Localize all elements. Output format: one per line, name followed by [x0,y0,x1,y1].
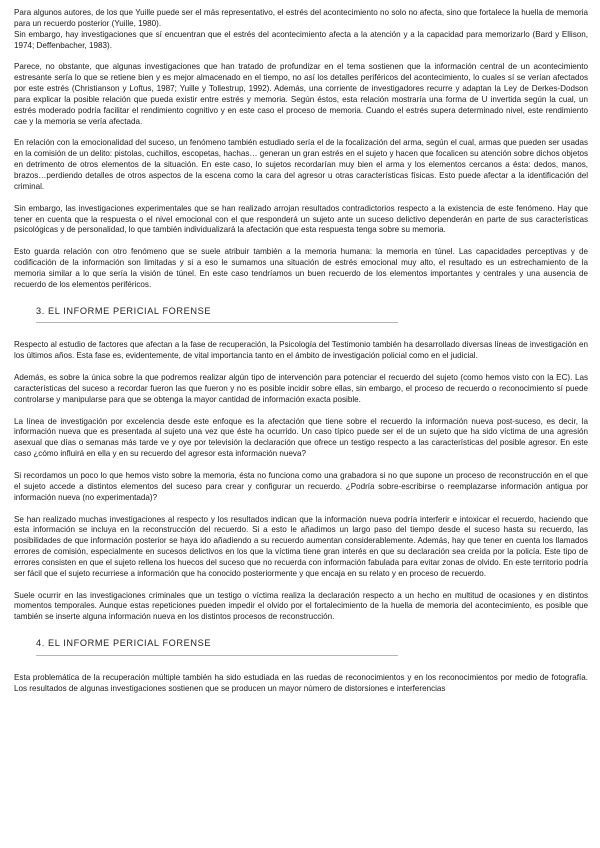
paragraph: Sin embargo, hay investigaciones que sí encuentran que el estrés del acontecimiento afecta a la atención y a la capacidad para memorizarlo (Bard y Ellison, 1974; Deffenbacher, 1983). [14,29,588,50]
paragraph: Esta problemática de la recuperación múltiple también ha sido estudiada en las ruedas de reconocimientos y en los reconocimientos por medio de fotografía. Los resultados de algunas investigaciones sostienen que se producen un mayor número de distorsiones e interferencias [14,672,588,693]
paragraph: Se han realizado muchas investigaciones al respecto y los resultados indican que la información nueva podría interferir e intoxicar el recuerdo, haciendo que esta información se incluya en la reconstrucción del recuerdo. Si a esto le añadimos un largo paso del tiempo desde el suceso hasta su recuerdo, las posibilidades de que información posterior se haya ido añadiendo a su recuerdo aumentan considerablemente. Además, hay que tener en cuenta los llamados errores de comisión, especialmente en sucesos delictivos en los que la víctima tiene gran interés en que su declaración sea creída por la policía. Este tipo de errores consisten en que el sujeto rellena los huecos del suceso que no recuerda con información fabulada para evitar zonas de olvido. En este territorio podría ser fácil que el sujeto recurriese a información que ha conocido posteriormente y que encaja en su relato y en proceso de recuerdo. [14,514,588,578]
paragraph: Esto guarda relación con otro fenómeno que se suele atribuir también a la memoria humana: la memoria en túnel. Las capacidades perceptivas y de codificación de la información son limitadas y si a eso le sumamos una situación de estrés emocional muy alto, el resultado es un estrechamiento de la memoria similar a lo que sería la visión de túnel. En este caso tendríamos un buen recuerdo de los elementos importantes y centrales y una ausencia de recuerdo de los elementos periféricos. [14,247,588,289]
paragraph: Además, es sobre la única sobre la que podremos realizar algún tipo de intervención para potenciar el recuerdo del sujeto (como hemos visto con la EC). Las características del suceso a recordar fueron las que fueron y no es posible incidir sobre ellas, sin embargo, el proceso de recuerdo o reconocimiento sí puede controlarse y manipularse para que se obtenga la mayor cantidad de información exacta posible. [14,373,588,404]
paragraph: Respecto al estudio de factores que afectan a la fase de recuperación, la Psicología del Testimonio también ha desarrollado diversas líneas de investigación en los últimos años. Esta fase es, evidentemente, de vital importancia tanto en el ámbito de investigación policial como en el judicial. [14,340,588,361]
paragraph: En relación con la emocionalidad del suceso, un fenómeno también estudiado sería el de la focalización del arma, según el cual, armas que pueden ser usadas en la comisión de un delito: pistolas, cuchillos, escopetas, hachas… generan un gran estrés en el sujeto y hacen que focalicen su atención sobre dichos objetos en detrimento de otros elementos de la situación. En este caso, lo sujetos recordarían muy bien el arma y los elementos cercanos a ésta: dedos, manos, brazos…perdiendo detalles de otros aspectos de la escena como la cara del agresor u otras características físicas. Esto puede afectar a la identificación del criminal. [14,138,588,191]
section-divider [36,655,398,656]
paragraph: Para algunos autores, de los que Yuille puede ser el más representativo, el estrés del acontecimiento no solo no afecta, sino que fortalece la huella de memoria para un recuerdo posterior (Yuille, 1980). [14,8,588,28]
section-heading-3: 3. EL INFORME PERICIAL FORENSE [36,305,212,316]
section-heading-4: 4. EL INFORME PERICIAL FORENSE [36,638,212,649]
paragraph: La línea de investigación por excelencia desde este enfoque es la afectación que tiene sobre el recuerdo la información nueva post-suceso, es decir, la información nueva que es presentada al sujeto una vez que éste ha ocurrido. Un caso típico puede ser el de un sujeto que ha sido víctima de una agresión asexual que días o semanas más tarde ve y oye por televisión la declaración que ofrece un testigo respecto a las características del posible agresor. En este caso ¿cómo influirá en ella y en su recuerdo del agresor esta información nueva? [14,416,588,459]
paragraph: Sin embargo, las investigaciones experimentales que se han realizado arrojan resultados contradictorios respecto a la existencia de este fenómeno. Hay que tener en cuenta que la respuesta o el nivel emocional con el que responderá un sujeto ante un suceso delictivo dependerán en parte de sus características psicológicas y de personalidad, lo que también individualizará la afectación que esta respuesta tenga sobre su memoria. [14,203,588,235]
paragraph: Parece, no obstante, que algunas investigaciones que han tratado de profundizar en el tema sostienen que la información central de un acontecimiento estresante sería lo que se retiene bien y es mejor almacenado en el tiempo, no así los detalles periféricos del acontecimiento, lo cuales sí se verían afectados por este estrés (Christianson y Loftus, 1987; Yuille y Tollestrup, 1992). Además, una corriente de investigadores recurre y adaptan la Ley de Derkes-Dodson para explicar la posible relación que pueda existir entre estrés y memoria. Según éstos, esta relación mostraría una forma de U invertida según la cual, un estrés moderado podría facilitar el rendimiento cognitivo y en este caso el proceso de memoria. Cuando el estrés supera determinado nivel, este rendimiento cae y la memoria se vería afectada. [14,62,588,126]
paragraph: Si recordamos un poco lo que hemos visto sobre la memoria, ésta no funciona como una grabadora si no que supone un proceso de reconstrucción en el que el sujeto accede a distintos elementos del suceso para crear y configurar un recuerdo. ¿Podría sobre-escribirse o reemplazarse información antigua por información nueva (no experimentada)? [14,471,588,502]
paragraph: Suele ocurrir en las investigaciones criminales que un testigo o víctima realiza la declaración respecto a un hecho en multitud de ocasiones y en distintos momentos temporales. Aunque estas repeticiones pueden impedir el olvido por el fortalecimiento de la huella de memoria del acontecimiento, es posible que también se inserte alguna información nueva en los distintos procesos de reconstrucción. [14,590,588,622]
section-divider [36,322,398,323]
